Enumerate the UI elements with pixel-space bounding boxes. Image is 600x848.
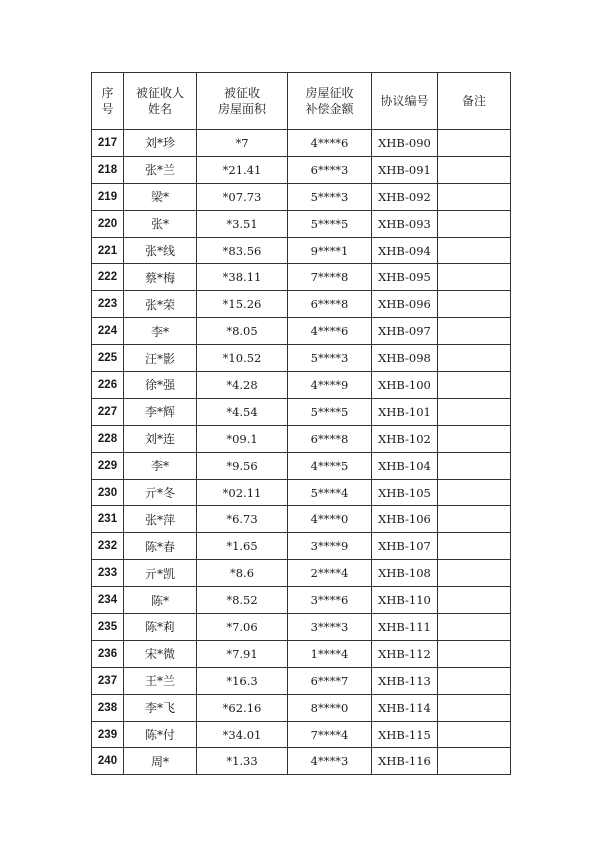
header-serial-no: 序 号 <box>92 73 124 130</box>
cell-remark <box>438 130 511 157</box>
cell-remark <box>438 425 511 452</box>
cell-area: *83.56 <box>197 237 288 264</box>
cell-serial-no: 227 <box>92 398 124 425</box>
cell-serial-no: 233 <box>92 560 124 587</box>
cell-amount: 9****1 <box>288 237 372 264</box>
cell-name: 陈*莉 <box>124 614 197 641</box>
table-row <box>92 237 511 264</box>
header-agreement-code: 协议编号 <box>372 73 438 130</box>
cell-area: *21.41 <box>197 156 288 183</box>
cell-agreement-code: XHB-107 <box>372 533 438 560</box>
cell-name: 徐*强 <box>124 372 197 399</box>
cell-agreement-code: XHB-106 <box>372 506 438 533</box>
cell-amount: 7****8 <box>288 264 372 291</box>
cell-amount: 4****0 <box>288 506 372 533</box>
cell-name: 张*荣 <box>124 291 197 318</box>
table-row <box>92 183 511 210</box>
cell-serial-no: 228 <box>92 425 124 452</box>
cell-agreement-code: XHB-108 <box>372 560 438 587</box>
cell-amount: 3****3 <box>288 614 372 641</box>
header-house-area: 被征收 房屋面积 <box>197 73 288 130</box>
cell-serial-no: 217 <box>92 130 124 157</box>
cell-remark <box>438 560 511 587</box>
cell-remark <box>438 398 511 425</box>
cell-name: 陈* <box>124 587 197 614</box>
cell-agreement-code: XHB-116 <box>372 748 438 775</box>
table-row <box>92 210 511 237</box>
cell-amount: 3****9 <box>288 533 372 560</box>
cell-amount: 6****3 <box>288 156 372 183</box>
cell-name: 刘*珍 <box>124 130 197 157</box>
cell-amount: 4****6 <box>288 318 372 345</box>
table-row <box>92 398 511 425</box>
cell-remark <box>438 533 511 560</box>
cell-agreement-code: XHB-112 <box>372 640 438 667</box>
cell-name: 汪*影 <box>124 345 197 372</box>
cell-agreement-code: XHB-110 <box>372 587 438 614</box>
cell-remark <box>438 291 511 318</box>
table-row <box>92 506 511 533</box>
cell-agreement-code: XHB-092 <box>372 183 438 210</box>
cell-remark <box>438 156 511 183</box>
table-row <box>92 640 511 667</box>
cell-area: *1.65 <box>197 533 288 560</box>
cell-serial-no: 240 <box>92 748 124 775</box>
cell-agreement-code: XHB-095 <box>372 264 438 291</box>
cell-area: *1.33 <box>197 748 288 775</box>
cell-agreement-code: XHB-094 <box>372 237 438 264</box>
cell-name: 李*飞 <box>124 694 197 721</box>
table-row <box>92 130 511 157</box>
cell-name: 周* <box>124 748 197 775</box>
cell-agreement-code: XHB-105 <box>372 479 438 506</box>
cell-name: 宋*微 <box>124 640 197 667</box>
cell-remark <box>438 694 511 721</box>
cell-name: 张* <box>124 210 197 237</box>
cell-remark <box>438 345 511 372</box>
cell-area: *15.26 <box>197 291 288 318</box>
cell-amount: 2****4 <box>288 560 372 587</box>
cell-agreement-code: XHB-100 <box>372 372 438 399</box>
cell-name: 刘*连 <box>124 425 197 452</box>
cell-amount: 5****4 <box>288 479 372 506</box>
cell-name: 王*兰 <box>124 667 197 694</box>
cell-area: *7.91 <box>197 640 288 667</box>
cell-amount: 4****5 <box>288 452 372 479</box>
table-row <box>92 345 511 372</box>
cell-remark <box>438 264 511 291</box>
cell-remark <box>438 640 511 667</box>
cell-agreement-code: XHB-101 <box>372 398 438 425</box>
cell-name: 张*萍 <box>124 506 197 533</box>
table-row <box>92 372 511 399</box>
cell-area: *6.73 <box>197 506 288 533</box>
cell-area: *02.11 <box>197 479 288 506</box>
cell-name: 亓*凯 <box>124 560 197 587</box>
cell-area: *4.54 <box>197 398 288 425</box>
cell-area: *62.16 <box>197 694 288 721</box>
cell-agreement-code: XHB-111 <box>372 614 438 641</box>
cell-area: *10.52 <box>197 345 288 372</box>
table-row <box>92 318 511 345</box>
cell-area: *9.56 <box>197 452 288 479</box>
table-row <box>92 560 511 587</box>
cell-name: 陈*付 <box>124 721 197 748</box>
cell-amount: 7****4 <box>288 721 372 748</box>
table-row <box>92 748 511 775</box>
cell-area: *8.6 <box>197 560 288 587</box>
cell-agreement-code: XHB-093 <box>372 210 438 237</box>
cell-agreement-code: XHB-090 <box>372 130 438 157</box>
cell-area: *7.06 <box>197 614 288 641</box>
cell-serial-no: 232 <box>92 533 124 560</box>
cell-area: *3.51 <box>197 210 288 237</box>
table-row <box>92 425 511 452</box>
cell-serial-no: 225 <box>92 345 124 372</box>
cell-area: *8.52 <box>197 587 288 614</box>
table-row <box>92 264 511 291</box>
cell-name: 蔡*梅 <box>124 264 197 291</box>
cell-name: 张*兰 <box>124 156 197 183</box>
cell-remark <box>438 452 511 479</box>
cell-name: 陈*春 <box>124 533 197 560</box>
cell-serial-no: 224 <box>92 318 124 345</box>
cell-serial-no: 235 <box>92 614 124 641</box>
table-row <box>92 614 511 641</box>
cell-name: 张*线 <box>124 237 197 264</box>
cell-amount: 4****6 <box>288 130 372 157</box>
cell-agreement-code: XHB-096 <box>372 291 438 318</box>
cell-agreement-code: XHB-115 <box>372 721 438 748</box>
cell-area: *16.3 <box>197 667 288 694</box>
cell-amount: 6****8 <box>288 425 372 452</box>
table-body <box>92 130 511 775</box>
cell-amount: 4****9 <box>288 372 372 399</box>
cell-serial-no: 236 <box>92 640 124 667</box>
cell-area: *34.01 <box>197 721 288 748</box>
cell-remark <box>438 210 511 237</box>
cell-remark <box>438 183 511 210</box>
compensation-table <box>91 72 511 775</box>
cell-name: 李*辉 <box>124 398 197 425</box>
table-row <box>92 452 511 479</box>
table-row <box>92 721 511 748</box>
table-row <box>92 479 511 506</box>
table-row <box>92 291 511 318</box>
cell-area: *38.11 <box>197 264 288 291</box>
cell-amount: 1****4 <box>288 640 372 667</box>
cell-serial-no: 230 <box>92 479 124 506</box>
cell-serial-no: 239 <box>92 721 124 748</box>
cell-serial-no: 219 <box>92 183 124 210</box>
cell-name: 梁* <box>124 183 197 210</box>
cell-area: *8.05 <box>197 318 288 345</box>
cell-agreement-code: XHB-091 <box>372 156 438 183</box>
cell-amount: 5****3 <box>288 345 372 372</box>
cell-name: 李* <box>124 318 197 345</box>
compensation-table-container <box>91 72 511 775</box>
cell-area: *09.1 <box>197 425 288 452</box>
cell-agreement-code: XHB-102 <box>372 425 438 452</box>
cell-remark <box>438 748 511 775</box>
cell-area: *7 <box>197 130 288 157</box>
cell-amount: 8****0 <box>288 694 372 721</box>
cell-area: *4.28 <box>197 372 288 399</box>
cell-remark <box>438 614 511 641</box>
cell-amount: 6****7 <box>288 667 372 694</box>
cell-amount: 5****3 <box>288 183 372 210</box>
cell-serial-no: 229 <box>92 452 124 479</box>
cell-serial-no: 221 <box>92 237 124 264</box>
cell-serial-no: 223 <box>92 291 124 318</box>
header-compensation-amount: 房屋征收 补偿金额 <box>288 73 372 130</box>
cell-agreement-code: XHB-097 <box>372 318 438 345</box>
header-row <box>92 73 511 130</box>
cell-remark <box>438 506 511 533</box>
cell-serial-no: 222 <box>92 264 124 291</box>
cell-remark <box>438 721 511 748</box>
cell-amount: 6****8 <box>288 291 372 318</box>
header-remark: 备注 <box>438 73 511 130</box>
cell-serial-no: 218 <box>92 156 124 183</box>
cell-amount: 3****6 <box>288 587 372 614</box>
table-row <box>92 694 511 721</box>
cell-name: 亓*冬 <box>124 479 197 506</box>
cell-serial-no: 231 <box>92 506 124 533</box>
cell-name: 李* <box>124 452 197 479</box>
cell-serial-no: 220 <box>92 210 124 237</box>
cell-amount: 5****5 <box>288 398 372 425</box>
cell-serial-no: 226 <box>92 372 124 399</box>
table-row <box>92 667 511 694</box>
cell-remark <box>438 372 511 399</box>
cell-amount: 5****5 <box>288 210 372 237</box>
cell-area: *07.73 <box>197 183 288 210</box>
cell-agreement-code: XHB-114 <box>372 694 438 721</box>
cell-remark <box>438 318 511 345</box>
table-row <box>92 156 511 183</box>
cell-serial-no: 234 <box>92 587 124 614</box>
cell-remark <box>438 667 511 694</box>
cell-agreement-code: XHB-113 <box>372 667 438 694</box>
header-expropriatee-name: 被征收人 姓名 <box>124 73 197 130</box>
table-row <box>92 587 511 614</box>
cell-amount: 4****3 <box>288 748 372 775</box>
cell-remark <box>438 479 511 506</box>
cell-agreement-code: XHB-098 <box>372 345 438 372</box>
cell-remark <box>438 587 511 614</box>
table-header <box>92 73 511 130</box>
cell-serial-no: 237 <box>92 667 124 694</box>
table-row <box>92 533 511 560</box>
cell-remark <box>438 237 511 264</box>
cell-agreement-code: XHB-104 <box>372 452 438 479</box>
cell-serial-no: 238 <box>92 694 124 721</box>
